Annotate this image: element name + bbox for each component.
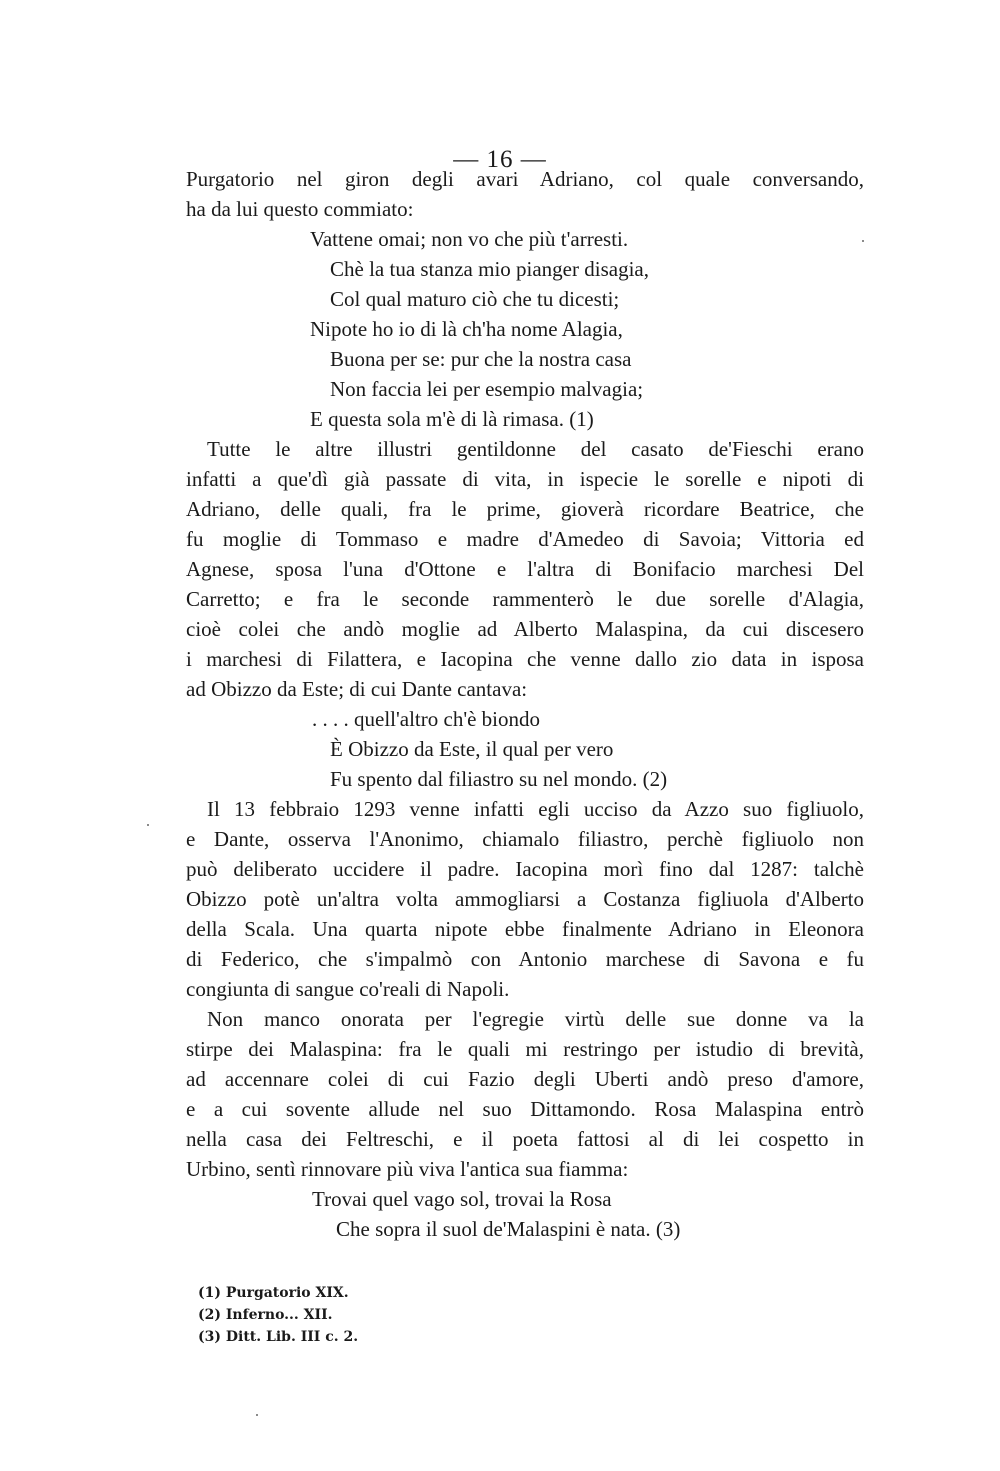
text-line: Purgatorio nel giron degli avari Adriano, col quale conversando, xyxy=(186,167,864,191)
text-line: di Federico, che s'impalmò con Antonio marchese di Savona e fu xyxy=(186,947,864,971)
text-line: stirpe dei Malaspina: fra le quali mi restringo per istudio di brevità, xyxy=(186,1037,864,1061)
speck xyxy=(256,1414,258,1416)
text-line: nella casa dei Feltreschi, e il poeta fattosi al di lei cospetto in xyxy=(186,1127,864,1151)
text-line: Chè la tua stanza mio pianger disagia, xyxy=(330,257,649,281)
footnote-1: (1) Purgatorio XIX. xyxy=(198,1285,349,1301)
text-line: congiunta di sangue co'reali di Napoli. xyxy=(186,977,510,1001)
text-line: È Obizzo da Este, il qual per vero xyxy=(330,737,614,761)
text-line: Col qual maturo ciò che tu dicesti; xyxy=(330,287,620,311)
speck xyxy=(147,824,149,826)
text-line: Adriano, delle quali, fra le prime, gioverà ricordare Beatrice, che xyxy=(186,497,864,521)
text-line: . . . . quell'altro ch'è biondo xyxy=(312,707,541,731)
text-line: Fu spento dal filiastro su nel mondo. (2) xyxy=(330,767,668,791)
text-line: E questa sola m'è di là rimasa. (1) xyxy=(310,407,594,431)
text-line: Non manco onorata per l'egregie virtù delle sue donne va la xyxy=(207,1007,864,1031)
text-line: Buona per se: pur che la nostra casa xyxy=(330,347,632,371)
footnote-3: (3) Ditt. Lib. III c. 2. xyxy=(198,1329,359,1345)
footnote-2: (2) Inferno... XII. xyxy=(198,1307,333,1323)
text-line: e Dante, osserva l'Anonimo, chiamalo filiastro, perchè figliuolo non xyxy=(186,827,864,851)
text-line: Non faccia lei per esempio malvagia; xyxy=(330,377,644,401)
page-number: — 16 — xyxy=(453,146,547,173)
text-line: Che sopra il suol de'Malaspini è nata. (3) xyxy=(336,1217,681,1241)
text-line: i marchesi di Filattera, e Iacopina che venne dallo zio data in isposa xyxy=(186,647,864,671)
speck xyxy=(862,240,864,242)
text-line: Agnese, sposa l'una d'Ottone e l'altra di Bonifacio marchesi Del xyxy=(186,557,864,581)
text-line: Trovai quel vago sol, trovai la Rosa xyxy=(312,1187,612,1211)
text-line: infatti a que'dì già passate di vita, in ispecie le sorelle e nipoti di xyxy=(186,467,864,491)
text-line: Il 13 febbraio 1293 venne infatti egli ucciso da Azzo suo figliuolo, xyxy=(207,797,864,821)
text-line: Carretto; e fra le seconde rammenterò le due sorelle d'Alagia, xyxy=(186,587,864,611)
text-line: Nipote ho io di là ch'ha nome Alagia, xyxy=(310,317,623,341)
text-line: ha da lui questo commiato: xyxy=(186,197,414,221)
text-line: Urbino, sentì rinnovare più viva l'antica sua fiamma: xyxy=(186,1157,629,1181)
text-line: ad Obizzo da Este; di cui Dante cantava: xyxy=(186,677,528,701)
text-line: fu moglie di Tommaso e madre d'Amedeo di Savoia; Vittoria ed xyxy=(186,527,864,551)
text-line: può deliberato uccidere il padre. Iacopina morì fino dal 1287: talchè xyxy=(186,857,864,881)
text-line: Tutte le altre illustri gentildonne del casato de'Fieschi erano xyxy=(207,437,864,461)
text-line: e a cui sovente allude nel suo Dittamondo. Rosa Malaspina entrò xyxy=(186,1097,864,1121)
text-line: Vattene omai; non vo che più t'arresti. xyxy=(310,227,629,251)
text-line: Obizzo potè un'altra volta ammogliarsi a Costanza figliuola d'Alberto xyxy=(186,887,864,911)
footnotes xyxy=(198,1282,358,1348)
text-line: ad accennare colei di cui Fazio degli Uberti andò preso d'amore, xyxy=(186,1067,864,1091)
text-line: della Scala. Una quarta nipote ebbe finalmente Adriano in Eleonora xyxy=(186,917,864,941)
text-line: cioè colei che andò moglie ad Alberto Malaspina, da cui discesero xyxy=(186,617,864,641)
